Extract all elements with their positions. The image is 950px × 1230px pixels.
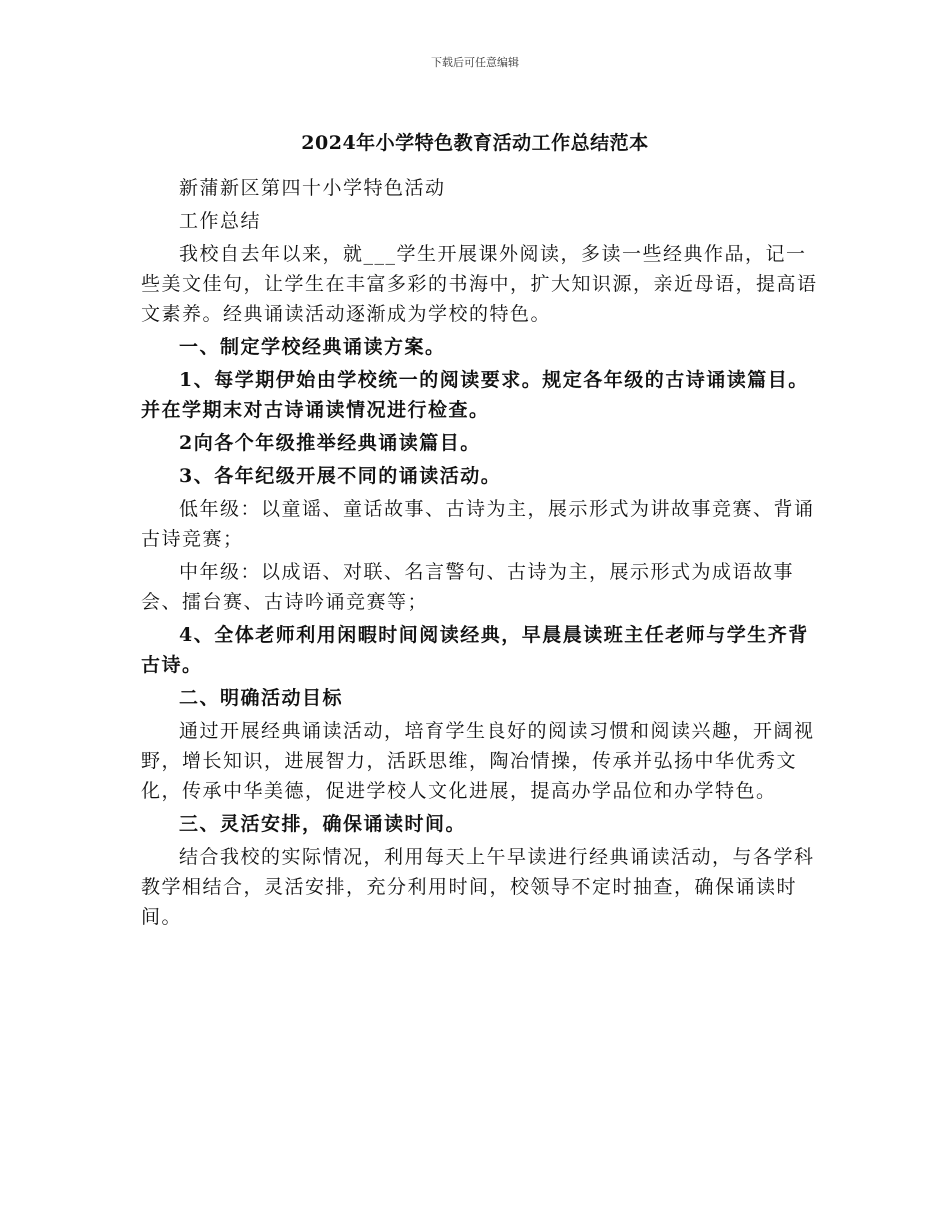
section-heading: 二、明确活动目标 bbox=[179, 687, 344, 709]
paragraph: 3、各年纪级开展不同的诵读活动。 bbox=[179, 465, 502, 487]
document-title: 2024年小学特色教育活动工作总结范本 bbox=[301, 132, 649, 154]
paragraph: 低年级：以童谣、童话故事、古诗为主，展示形式为讲故事竞赛、背诵古诗竞赛； bbox=[141, 498, 815, 550]
header-note: 下载后可任意编辑 bbox=[431, 56, 519, 69]
paragraph: 工作总结 bbox=[179, 210, 262, 232]
paragraph: 我校自去年以来，就___学生开展课外阅读，多读一些经典作品，记一些美文佳句，让学生在丰富多彩的书海中，扩大知识源，亲近母语，提高语文素养。经典诵读活动逐渐成为学校的特色。 bbox=[141, 243, 818, 325]
paragraph: 中年级：以成语、对联、名言警句、古诗为主，展示形式为成语故事会、擂台赛、古诗吟诵竞赛等； bbox=[141, 561, 795, 613]
paragraph: 1、每学期伊始由学校统一的阅读要求。规定各年级的古诗诵读篇目。并在学期末对古诗诵读情况进行检查。 bbox=[141, 369, 809, 421]
paragraph: 4、全体老师利用闲暇时间阅读经典，早晨晨读班主任老师与学生齐背古诗。 bbox=[141, 624, 809, 676]
section-heading: 三、灵活安排，确保诵读时间。 bbox=[179, 813, 467, 835]
section-heading: 一、制定学校经典诵读方案。 bbox=[179, 336, 446, 358]
paragraph: 新蒲新区第四十小学特色活动 bbox=[179, 177, 446, 199]
paragraph: 通过开展经典诵读活动，培育学生良好的阅读习惯和阅读兴趣，开阔视野，增长知识，进展智力，活跃思维，陶冶情操，传承并弘扬中华优秀文化，传承中华美德，促进学校人文化进展，提高办学品位和办学特色。 bbox=[141, 720, 815, 802]
paragraph: 2向各个年级推举经典诵读篇目。 bbox=[179, 432, 481, 454]
paragraph: 结合我校的实际情况，利用每天上午早读进行经典诵读活动，与各学科教学相结合，灵活安排，充分利用时间，校领导不定时抽查，确保诵读时间。 bbox=[141, 846, 815, 928]
document-body bbox=[141, 173, 821, 935]
